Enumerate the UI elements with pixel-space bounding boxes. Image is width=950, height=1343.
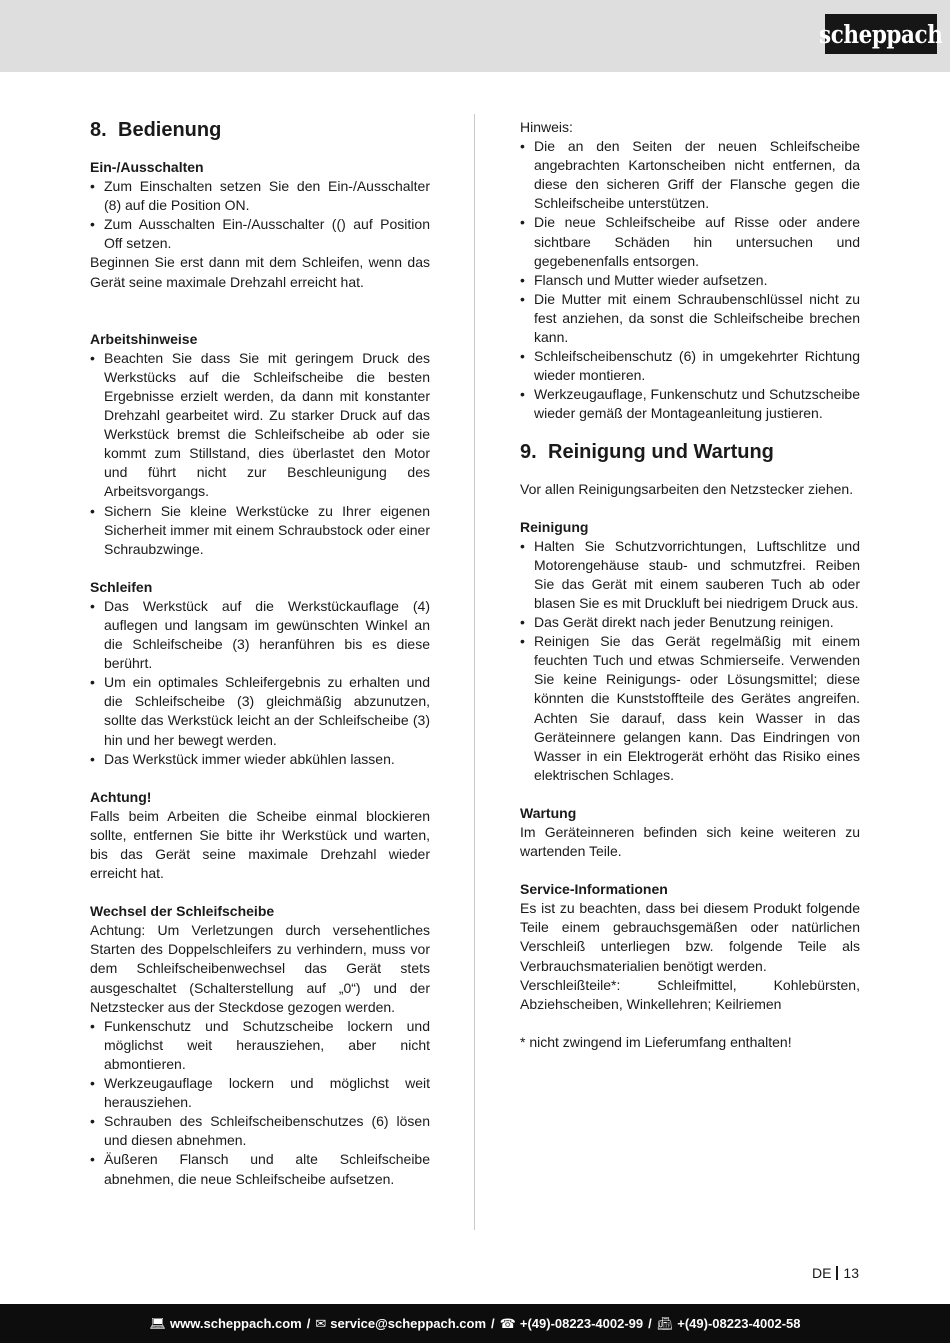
- list-item: • Das Gerät direkt nach jeder Benutzung reinigen.: [520, 613, 860, 632]
- footer-fax: +(49)-08223-4002-58: [677, 1316, 801, 1331]
- cleaning-list: [520, 537, 860, 785]
- list-item: • Reinigen Sie das Gerät regelmäßig mit einem feuchten Tuch und etwas Schmierseife. Verwenden Sie keine Reinigungs- oder Lösungsmittel; diese könnten die Kunststoffteile des Gerätes angreifen. Achten Sie darauf, dass kein Wasser in das Geräteinnere gelangen kann. Das Eindringen von Wasser in ein Elektrogerät erhöht das Risiko eines elektrischen Schlages.: [520, 632, 860, 785]
- maintenance-text: Im Geräteinneren befinden sich keine weiteren zu wartenden Teile.: [520, 824, 860, 860]
- footer-email[interactable]: service@scheppach.com: [330, 1316, 487, 1331]
- list-item: • Funkenschutz und Schutzscheibe lockern und möglichst weit herausziehen, aber nicht abmontieren.: [90, 1017, 430, 1074]
- service-heading: Service-Informationen: [520, 881, 668, 898]
- hint-label: Hinweis:: [520, 119, 573, 135]
- right-column: [520, 118, 860, 1052]
- list-item: • Um ein optimales Schleifergebnis zu erhalten und die Schleifscheibe (3) gleichmäßig abzunutzen, sollte das Werkstück leicht an der Schleifscheibe (3) hin und her bewegt werden.: [90, 673, 430, 749]
- mail-icon: ✉︎: [315, 1315, 327, 1331]
- list-item: • Schrauben des Schleifscheibenschutzes (6) lösen und diesen abnehmen.: [90, 1112, 430, 1150]
- page-num: 13: [843, 1265, 859, 1281]
- attention-text: Falls beim Arbeiten die Scheibe einmal blockieren sollte, entfernen Sie bitte ihr Werkstück und warten, bis das Gerät seine maximale Drehzahl wieder erreicht hat.: [90, 807, 430, 882]
- fax-icon: 📠︎: [656, 1315, 674, 1331]
- logo-wordmark: scheppach: [819, 19, 943, 49]
- grinding-heading: Schleifen: [90, 578, 153, 595]
- list-item: • Sichern Sie kleine Werkstücke zu Ihrer eigenen Sicherheit immer mit einem Schraubstock oder einer Schraubzwinge.: [90, 502, 430, 559]
- hint-list: [520, 137, 860, 423]
- work-tips-list: [90, 349, 430, 559]
- wheel-change-heading: Wechsel der Schleifscheibe: [90, 903, 275, 920]
- list-item: • Das Werkstück auf die Werkstückauflage (4) auflegen und langsam im gewünschten Winkel an die Schleifscheibe (3) heranführen bis es diese berührt.: [90, 597, 430, 673]
- section-8-heading: [90, 118, 430, 142]
- phone-icon: ☎︎: [499, 1315, 516, 1331]
- cleaning-heading: Reinigung: [520, 518, 589, 535]
- onoff-heading: Ein-/Ausschalten: [90, 159, 204, 175]
- list-item: • Werkzeugauflage lockern und möglichst weit herausziehen.: [90, 1074, 430, 1112]
- footer-separator: /: [306, 1316, 311, 1331]
- footer-bar: [0, 1304, 950, 1343]
- maintenance-heading: Wartung: [520, 804, 577, 821]
- onoff-list: [90, 177, 430, 253]
- footer-separator: /: [491, 1316, 495, 1331]
- list-item: • Äußeren Flansch und alte Schleifscheibe abnehmen, die neue Schleifscheibe aufsetzen.: [90, 1150, 430, 1188]
- list-item: • Schleifscheibenschutz (6) in umgekehrter Richtung wieder montieren.: [520, 347, 860, 385]
- attention-heading: Achtung!: [90, 788, 152, 805]
- list-item: • Werkzeugauflage, Funkenschutz und Schutzscheibe wieder gemäß der Montageanleitung justieren.: [520, 385, 860, 423]
- page-number: [780, 1264, 859, 1283]
- list-item: • Die neue Schleifscheibe auf Risse oder andere sichtbare Schäden hin untersuchen und gegebenenfalls entsorgen.: [520, 213, 860, 270]
- computer-icon: 💻︎: [149, 1315, 167, 1331]
- footer-separator: /: [648, 1316, 652, 1331]
- page-separator: [836, 1266, 838, 1280]
- grinding-list: [90, 597, 430, 769]
- footnote: * nicht zwingend im Lieferumfang enthalten!: [520, 1033, 792, 1050]
- service-text: Es ist zu beachten, dass bei diesem Produkt folgende Teile einem gebrauchsgemäßen oder natürlichen Verschleiß unterliegen bzw. folgende Teile als Verbrauchsmaterialien benötigt werden.: [520, 900, 860, 974]
- section-9-number: 9.: [520, 440, 537, 463]
- column-divider: [474, 114, 475, 1230]
- list-item: • Die Mutter mit einem Schraubenschlüssel nicht zu fest anziehen, da sonst die Schleifscheibe brechen kann.: [520, 290, 860, 347]
- scheppach-logo: [819, 14, 943, 54]
- list-item: • Flansch und Mutter wieder aufsetzen.: [520, 271, 860, 290]
- wheel-change-intro: Achtung: Um Verletzungen durch versehentliches Starten des Doppelschleifers zu verhindern, muss vor dem Schleifscheibenwechsel das Gerät stets ausgeschaltet (Schalterstellung auf „0“) und der Netzstecker aus der Steckdose gezogen werden.: [90, 922, 430, 1015]
- page-lang: DE: [811, 1265, 832, 1281]
- list-item: • Zum Einschalten setzen Sie den Ein-/Ausschalter (8) auf die Position ON.: [90, 177, 430, 215]
- footer-phone: +(49)-08223-4002-99: [519, 1316, 644, 1331]
- work-tips-heading: Arbeitshinweise: [90, 330, 198, 347]
- section-8-number: 8.: [90, 119, 107, 141]
- list-item: • Zum Ausschalten Ein-/Ausschalter (() auf Position Off setzen.: [90, 215, 430, 253]
- list-item: • Das Werkstück immer wieder abkühlen lassen.: [90, 750, 430, 769]
- wheel-change-list: [90, 1017, 430, 1189]
- onoff-note: Beginnen Sie erst dann mit dem Schleifen, wenn das Gerät seine maximale Drehzahl erreicht hat.: [90, 254, 430, 290]
- list-item: • Beachten Sie dass Sie mit geringem Druck des Werkstücks auf die Schleifscheibe die besten Ergebnisse erzielt werden, da dann mit konstanter Drehzahl gearbeitet wird. Zu starker Druck auf das Werkstück bremst die Schleifscheibe ab oder sie kommt zum Stillstand, dies überlastet den Motor und führt nicht zur Beschleunigung des Arbeitsvorgangs.: [90, 349, 430, 502]
- list-item: • Die an den Seiten der neuen Schleifscheibe angebrachten Kartonscheiben nicht entfernen, da diese den sicheren Griff der Flansche gegen die Schleifscheibe unterstützen.: [520, 137, 860, 213]
- footer-website[interactable]: www.scheppach.com: [170, 1316, 302, 1331]
- wear-parts-text: Verschleißteile*: Schleifmittel, Kohlebürsten, Abziehscheiben, Winkellehren; Keilriemen: [520, 976, 860, 1012]
- section-8-title: Bedienung: [118, 119, 222, 141]
- left-column: [90, 118, 430, 1189]
- header-band: [0, 0, 950, 72]
- section-9-intro: Vor allen Reinigungsarbeiten den Netzstecker ziehen.: [520, 480, 854, 497]
- section-9-heading: [520, 440, 860, 464]
- list-item: • Halten Sie Schutzvorrichtungen, Luftschlitze und Motorengehäuse staub- und schmutzfrei. Reiben Sie das Gerät mit einem sauberen Tuch ab oder blasen Sie es mit Druckluft bei niedrigem Druck aus.: [520, 537, 860, 613]
- section-9-title: Reinigung und Wartung: [548, 440, 774, 463]
